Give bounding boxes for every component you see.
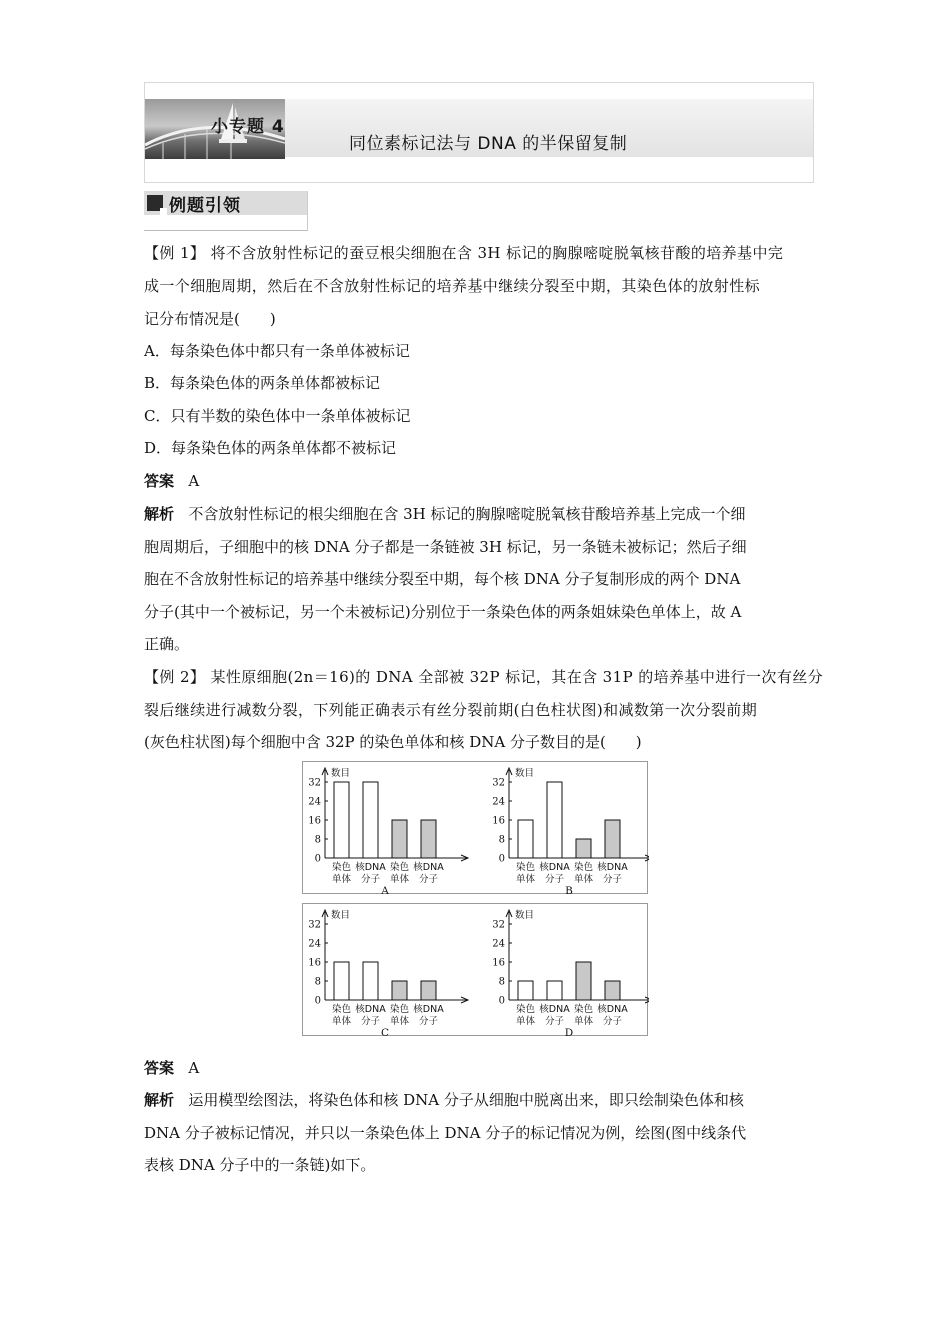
chart-option-label: C bbox=[380, 1027, 390, 1039]
chart-a-svg bbox=[303, 762, 649, 895]
chart-option-label: D bbox=[564, 1027, 574, 1039]
y-tick-label: 8 bbox=[314, 976, 321, 988]
answer-label: 答案 bbox=[144, 1059, 175, 1077]
section-label: 例题引领 bbox=[169, 196, 241, 216]
answer-value: A bbox=[188, 1059, 200, 1077]
x-category-label: 染色 bbox=[515, 1004, 536, 1015]
x-category-label: 染色 bbox=[573, 862, 594, 873]
ex1-analysis-line5: 正确。 bbox=[144, 635, 190, 653]
x-category-label: 核DNA bbox=[539, 1004, 570, 1015]
ex1-line3: 记分布情况是( ) bbox=[144, 310, 276, 328]
ex2-analysis-line3: 表核 DNA 分子中的一条链)如下。 bbox=[144, 1156, 376, 1174]
y-axis-label: 数目 bbox=[515, 910, 535, 921]
bar bbox=[576, 962, 591, 1000]
x-category-label: 核DNA bbox=[413, 1004, 444, 1015]
chart-option-label: A bbox=[381, 885, 389, 895]
y-tick-label: 24 bbox=[308, 796, 321, 808]
y-tick-label: 32 bbox=[492, 919, 505, 931]
x-category-label: 核DNA bbox=[539, 862, 570, 873]
bar bbox=[363, 782, 378, 858]
x-category-label: 核DNA bbox=[355, 862, 386, 873]
bar bbox=[576, 839, 591, 858]
y-axis-label: 数目 bbox=[331, 910, 351, 921]
bar bbox=[334, 782, 349, 858]
bar bbox=[547, 981, 562, 1000]
y-axis-label: 数目 bbox=[515, 768, 535, 779]
ex1-analysis-line3: 胞在不含放射性标记的培养基中继续分裂至中期，每个核 DNA 分子复制形成的两个 DNA bbox=[144, 570, 741, 588]
x-category-label: 分子 bbox=[544, 874, 565, 885]
y-tick-label: 0 bbox=[314, 995, 321, 1007]
ex1-analysis-line4: 分子(其中一个被标记，另一个未被标记)分别位于一条染色体的两条姐妹染色单体上，故 A bbox=[144, 603, 742, 621]
x-category-label: 染色 bbox=[515, 862, 536, 873]
x-category-label: 核DNA bbox=[413, 862, 444, 873]
x-category-label: 分子 bbox=[360, 874, 381, 885]
answer-label: 答案 bbox=[144, 472, 175, 490]
x-category-label: 染色 bbox=[389, 1004, 410, 1015]
answer-value: A bbox=[188, 472, 200, 490]
y-tick-label: 32 bbox=[492, 777, 505, 789]
x-category-label: 单体 bbox=[389, 1016, 410, 1027]
ex2-answer bbox=[144, 1058, 199, 1078]
bar bbox=[547, 782, 562, 858]
ex1-option-d: D．每条染色体的两条单体都不被标记 bbox=[144, 439, 397, 457]
x-category-label: 染色 bbox=[573, 1004, 594, 1015]
y-tick-label: 32 bbox=[308, 777, 321, 789]
analysis-label: 解析 bbox=[144, 1091, 175, 1109]
x-category-label: 染色 bbox=[331, 1004, 352, 1015]
x-category-label: 单体 bbox=[331, 874, 352, 885]
ex1-line1: 【例 1】 将不含放射性标记的蚕豆根尖细胞在含 3H 标记的胸腺嘧啶脱氧核苷酸的培养基中完 bbox=[144, 244, 784, 262]
ex1-option-c: C．只有半数的染色体中一条单体被标记 bbox=[144, 407, 411, 425]
ex2-line1: 【例 2】 某性原细胞(2n＝16)的 DNA 全部被 32P 标记，其在含 31P 的培养基中进行一次有丝分 bbox=[144, 668, 824, 686]
x-category-label: 单体 bbox=[331, 1016, 352, 1027]
x-category-label: 分子 bbox=[360, 1016, 381, 1027]
ex2-line2: 裂后继续进行减数分裂，下列能正确表示有丝分裂前期(白色柱状图)和减数第一次分裂前期 bbox=[144, 701, 758, 719]
x-category-label: 分子 bbox=[544, 1016, 565, 1027]
y-tick-label: 24 bbox=[308, 938, 321, 950]
chart-c-svg bbox=[303, 904, 649, 1047]
y-tick-label: 0 bbox=[498, 853, 505, 865]
topic-banner bbox=[144, 82, 814, 183]
y-tick-label: 32 bbox=[308, 919, 321, 931]
chart-panel-a bbox=[302, 761, 648, 894]
topic-title: 同位素标记法与 DNA 的半保留复制 bbox=[349, 134, 628, 154]
chart-panel-c bbox=[302, 903, 648, 1039]
y-tick-label: 8 bbox=[498, 834, 505, 846]
bar bbox=[421, 981, 436, 1000]
bar-chart-figure bbox=[302, 761, 648, 1046]
y-tick-label: 16 bbox=[492, 815, 505, 827]
y-tick-label: 8 bbox=[314, 834, 321, 846]
chart-option-label: B bbox=[565, 885, 573, 895]
x-category-label: 核DNA bbox=[597, 1004, 628, 1015]
ex1-option-a: A．每条染色体中都只有一条单体被标记 bbox=[144, 342, 410, 360]
x-category-label: 分子 bbox=[602, 1016, 623, 1027]
analysis-text: 运用模型绘图法，将染色体和核 DNA 分子从细胞中脱离出来，即只绘制染色体和核 bbox=[188, 1091, 744, 1109]
ex1-answer bbox=[144, 471, 199, 491]
bar bbox=[363, 962, 378, 1000]
analysis-label: 解析 bbox=[144, 505, 175, 523]
bar bbox=[518, 820, 533, 858]
ex1-option-b: B．每条染色体的两条单体都被标记 bbox=[144, 374, 381, 392]
ex1-analysis-line1 bbox=[144, 504, 746, 524]
ex2-line3: (灰色柱状图)每个细胞中含 32P 的染色单体和核 DNA 分子数目的是( ) bbox=[144, 733, 642, 751]
analysis-text: 不含放射性标记的根尖细胞在含 3H 标记的胸腺嘧啶脱氧核苷酸培养基上完成一个细 bbox=[188, 505, 746, 523]
x-category-label: 核DNA bbox=[597, 862, 628, 873]
bar bbox=[334, 962, 349, 1000]
y-tick-label: 8 bbox=[498, 976, 505, 988]
x-category-label: 分子 bbox=[418, 1016, 439, 1027]
y-tick-label: 24 bbox=[492, 938, 505, 950]
y-tick-label: 24 bbox=[492, 796, 505, 808]
bar bbox=[392, 820, 407, 858]
x-category-label: 单体 bbox=[573, 1016, 594, 1027]
square-bullet-icon bbox=[147, 195, 163, 211]
bar bbox=[605, 981, 620, 1000]
y-tick-label: 0 bbox=[314, 853, 321, 865]
ex1-analysis-line2: 胞周期后，子细胞中的核 DNA 分子都是一条链被 3H 标记，另一条链未被标记；然后子细 bbox=[144, 538, 747, 556]
ex2-analysis-line1 bbox=[144, 1090, 744, 1110]
y-tick-label: 16 bbox=[308, 957, 321, 969]
y-axis-label: 数目 bbox=[331, 768, 351, 779]
x-category-label: 分子 bbox=[602, 874, 623, 885]
bar bbox=[392, 981, 407, 1000]
y-tick-label: 16 bbox=[308, 815, 321, 827]
y-tick-label: 0 bbox=[498, 995, 505, 1007]
ex2-analysis-line2: DNA 分子被标记情况，并只以一条染色体上 DNA 分子的标记情况为例，绘图(图中线条代 bbox=[144, 1124, 747, 1142]
bar bbox=[518, 981, 533, 1000]
y-tick-label: 16 bbox=[492, 957, 505, 969]
x-category-label: 单体 bbox=[573, 874, 594, 885]
x-category-label: 染色 bbox=[331, 862, 352, 873]
x-category-label: 分子 bbox=[418, 874, 439, 885]
bar bbox=[421, 820, 436, 858]
x-category-label: 单体 bbox=[515, 874, 536, 885]
x-category-label: 染色 bbox=[389, 862, 410, 873]
ex1-line2: 成一个细胞周期，然后在不含放射性标记的培养基中继续分裂至中期，其染色体的放射性标 bbox=[144, 277, 761, 295]
x-category-label: 单体 bbox=[389, 874, 410, 885]
bar bbox=[605, 820, 620, 858]
section-tag bbox=[144, 191, 308, 231]
x-category-label: 核DNA bbox=[355, 1004, 386, 1015]
topic-number: 小专题 4 bbox=[211, 117, 285, 137]
x-category-label: 单体 bbox=[515, 1016, 536, 1027]
